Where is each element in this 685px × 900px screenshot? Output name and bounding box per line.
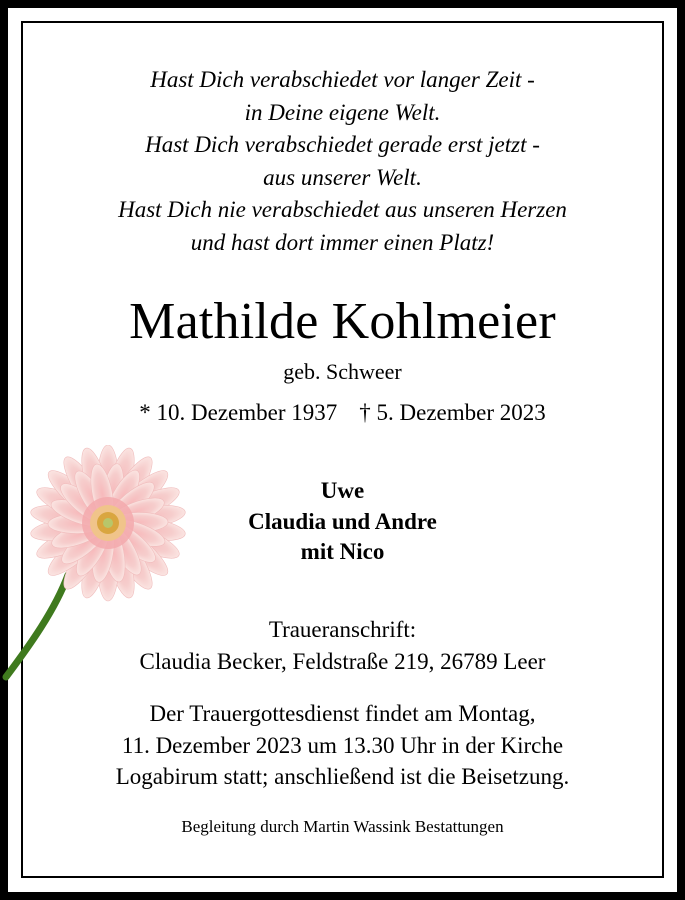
funeral-service-info <box>21 698 664 793</box>
undertaker-credit: Begleitung durch Martin Wassink Bestattungen <box>181 817 504 836</box>
family-members <box>21 476 664 568</box>
poem-line: in Deine eigene Welt. <box>244 99 441 125</box>
poem-line: aus unserer Welt. <box>263 164 422 190</box>
family-member: mit Nico <box>300 539 385 564</box>
address-label: Traueranschrift: <box>268 617 417 642</box>
service-line: Logabirum statt; anschließend ist die Beisetzung. <box>115 764 570 789</box>
life-dates <box>21 397 664 429</box>
maiden-name: geb. Schweer <box>283 359 402 384</box>
poem-line: Hast Dich verabschiedet gerade erst jetzt - <box>145 132 540 158</box>
poem-line: und hast dort immer einen Platz! <box>190 229 495 255</box>
deceased-name: Mathilde Kohlmeier <box>129 293 556 350</box>
service-line: Der Trauergottesdienst findet am Montag, <box>149 701 536 726</box>
service-line: 11. Dezember 2023 um 13.30 Uhr in der Kirche <box>121 732 564 758</box>
address-value: Claudia Becker, Feldstraße 219, 26789 Leer <box>139 648 546 674</box>
poem-line: Hast Dich verabschiedet vor langer Zeit - <box>150 67 535 92</box>
poem <box>21 64 664 260</box>
mourning-address <box>21 614 664 677</box>
family-member: Claudia und Andre <box>248 508 437 534</box>
family-member: Uwe <box>320 478 365 503</box>
poem-line: Hast Dich nie verabschiedet aus unseren Herzen <box>118 197 567 223</box>
birth-date: * 10. Dezember 1937 <box>139 400 338 425</box>
death-date: † 5. Dezember 2023 <box>359 400 546 425</box>
